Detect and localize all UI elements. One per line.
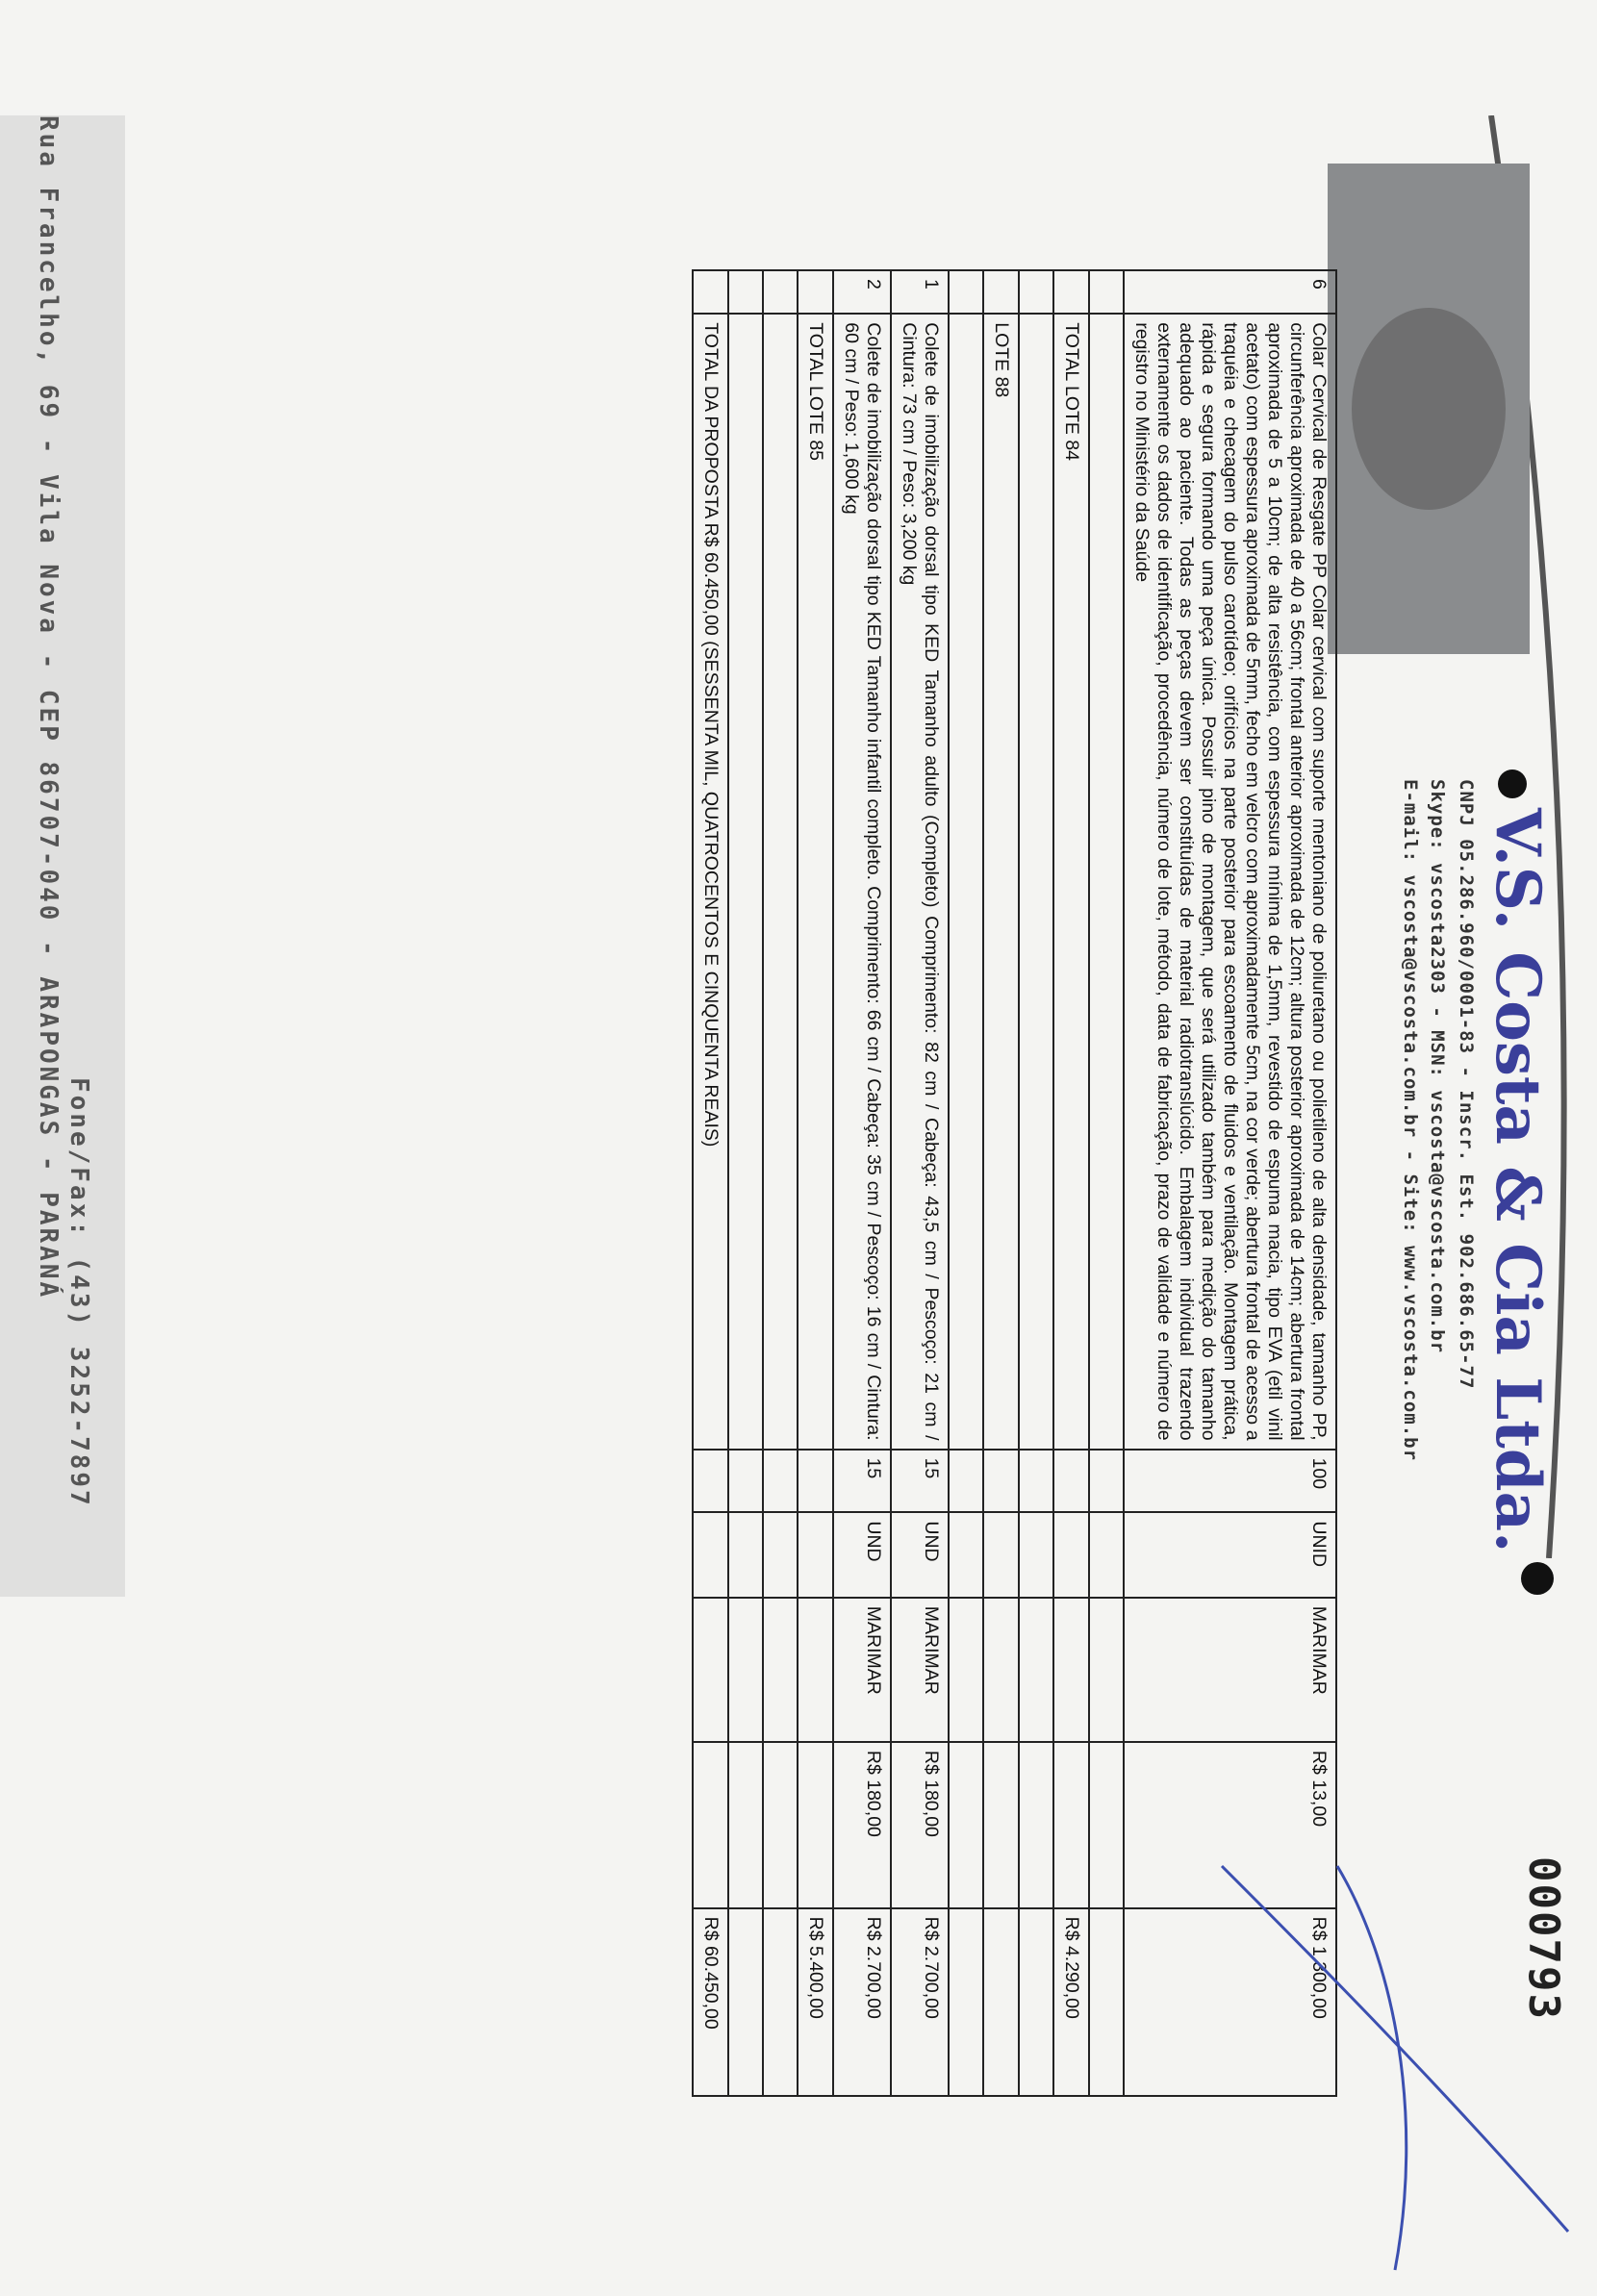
footer-band — [0, 115, 125, 1597]
row-number — [763, 270, 798, 314]
row-total — [728, 1908, 763, 2096]
row-number — [949, 270, 983, 314]
table-row — [763, 270, 798, 2096]
row-description — [763, 314, 798, 1449]
row-total — [1019, 1908, 1053, 2096]
row-number — [1053, 270, 1089, 314]
row-quantity: 15 — [833, 1450, 891, 1513]
row-quantity — [763, 1450, 798, 1513]
row-unit — [763, 1512, 798, 1597]
row-brand: MARIMAR — [1124, 1598, 1336, 1742]
row-unit — [1053, 1512, 1089, 1597]
row-brand — [1089, 1598, 1124, 1742]
row-brand — [728, 1598, 763, 1742]
row-description — [728, 314, 763, 1449]
row-number — [728, 270, 763, 314]
row-unit-price — [728, 1742, 763, 1908]
row-unit-price — [798, 1742, 833, 1908]
page-number: 000793 — [1519, 1856, 1568, 2021]
row-total — [763, 1908, 798, 2096]
row-unit-price: R$ 180,00 — [833, 1742, 891, 1908]
row-number: 6 — [1124, 270, 1336, 314]
row-unit-price — [1053, 1742, 1089, 1908]
row-quantity — [728, 1450, 763, 1513]
footer-address: Rua Francelho, 69 - Vila Nova - CEP 86707-040 - ARAPONGAS - PARANÁ — [34, 115, 63, 1300]
row-quantity: 15 — [891, 1450, 949, 1513]
footer-phone: Fone/Fax: (43) 3252-7897 — [64, 1077, 93, 1508]
table-row — [833, 270, 891, 2096]
row-unit — [798, 1512, 833, 1597]
row-unit — [983, 1512, 1019, 1597]
row-number: 2 — [833, 270, 891, 314]
row-unit: UND — [833, 1512, 891, 1597]
row-description: Colar Cervical de Resgate PP Colar cervical com suporte mentoniano de poliuretano ou polietileno de alta densidade, tamanho PP, circunferência aproximada de 40 a 56cm; frontal anterior aproximada de 12cm; altura posterior aproximada de 14cm; abertura frontal aproximada de 5 a 10cm; de alta resistência, com espessura mínima de 1,5mm, revestido de espuma macia, tipo EVA (etil vinil acetato) com espessura aproximada de 5mm, fecho em velcro com aproximadamente 5cm, na cor verde; abertura frontal de acesso a traquéia e checagem do pulso carotídeo; orifícios na parte posterior para escoamento de fluidos e ventilação. Montagem prática, rápida e segura formando uma peça única. Possuir pino de montagem, que será utilizado também para medição do tamanho adequado ao paciente. Todas as peças devem ser constituídas de material radiotranslúcido. Embalagem individual trazendo externamente os dados de identificação, procedência, número de lote, método, data de fabricação, prazo de validade e número de registro no Ministério da Saúde — [1124, 314, 1336, 1449]
row-description — [1019, 314, 1053, 1449]
table-row — [693, 270, 728, 2096]
table-row — [1053, 270, 1089, 2096]
row-quantity — [1089, 1450, 1124, 1513]
row-number — [693, 270, 728, 314]
table-row — [891, 270, 949, 2096]
row-quantity — [1019, 1450, 1053, 1513]
row-brand — [1019, 1598, 1053, 1742]
row-description: TOTAL LOTE 84 — [1053, 314, 1089, 1449]
table-row — [1089, 270, 1124, 2096]
signature-mark — [1203, 1828, 1587, 2289]
row-unit-price — [1019, 1742, 1053, 1908]
row-quantity: 100 — [1124, 1450, 1336, 1513]
row-quantity — [798, 1450, 833, 1513]
row-unit — [949, 1512, 983, 1597]
row-brand — [983, 1598, 1019, 1742]
row-number — [1089, 270, 1124, 314]
row-unit-price — [693, 1742, 728, 1908]
company-logo — [1328, 164, 1530, 654]
row-quantity — [1053, 1450, 1089, 1513]
row-unit-price — [949, 1742, 983, 1908]
company-email: E-mail: vscosta@vscosta.com.br - Site: www.vscosta.com.br — [1400, 779, 1421, 1462]
company-cnpj: CNPJ 05.286.960/0001-83 - Inscr. Est. 902.686.65-77 — [1456, 779, 1477, 1390]
row-total: R$ 5.400,00 — [798, 1908, 833, 2096]
row-total — [949, 1908, 983, 2096]
row-number — [798, 270, 833, 314]
row-description — [1089, 314, 1124, 1449]
row-brand: MARIMAR — [833, 1598, 891, 1742]
row-unit: UNID — [1124, 1512, 1336, 1597]
row-total: R$ 2.700,00 — [891, 1908, 949, 2096]
table-row — [728, 270, 763, 2096]
table-row — [798, 270, 833, 2096]
company-skype: Skype: vscosta2303 - MSN: vscosta@vscosta.com.br — [1427, 779, 1448, 1354]
row-unit-price: R$ 180,00 — [891, 1742, 949, 1908]
row-unit — [693, 1512, 728, 1597]
row-unit — [728, 1512, 763, 1597]
row-number: 1 — [891, 270, 949, 314]
row-description: Colete de imobilização dorsal tipo KED Tamanho adulto (Completo) Comprimento: 82 cm / Cabeça: 43,5 cm / Pescoço: 21 cm / Cintura: 73 cm / Peso: 3,200 kg — [891, 314, 949, 1449]
row-total: R$ 1.300,00 — [1124, 1908, 1336, 2096]
bullet-icon — [1521, 1562, 1554, 1595]
row-total: R$ 4.290,00 — [1053, 1908, 1089, 2096]
row-brand — [693, 1598, 728, 1742]
row-unit-price — [1089, 1742, 1124, 1908]
row-brand: MARIMAR — [891, 1598, 949, 1742]
row-brand — [1053, 1598, 1089, 1742]
row-number — [1019, 270, 1053, 314]
row-unit — [1089, 1512, 1124, 1597]
logo-swirl — [1352, 308, 1506, 510]
table-row — [1124, 270, 1336, 2096]
row-total — [983, 1908, 1019, 2096]
row-description: TOTAL LOTE 85 — [798, 314, 833, 1449]
row-total: R$ 2.700,00 — [833, 1908, 891, 2096]
row-description: TOTAL DA PROPOSTA R$ 60.450,00 (SESSENTA MIL, QUATROCENTOS E CINQUENTA REAIS) — [693, 314, 728, 1449]
row-total: R$ 60.450,00 — [693, 1908, 728, 2096]
row-quantity — [949, 1450, 983, 1513]
row-quantity — [983, 1450, 1019, 1513]
row-brand — [798, 1598, 833, 1742]
row-total — [1089, 1908, 1124, 2096]
company-name: V.S. Costa & Cia Ltda. — [1482, 770, 1554, 1595]
row-unit — [1019, 1512, 1053, 1597]
table-row — [1019, 270, 1053, 2096]
row-unit-price — [983, 1742, 1019, 1908]
row-description: Colete de imobilização dorsal tipo KED Tamanho infantil completo. Comprimento: 66 cm / Cabeça: 35 cm / Pescoço: 16 cm / Cintura: 60 cm / Peso: 1,600 kg — [833, 314, 891, 1449]
row-unit-price — [763, 1742, 798, 1908]
row-brand — [763, 1598, 798, 1742]
row-unit: UND — [891, 1512, 949, 1597]
bullet-icon — [1499, 770, 1528, 798]
row-description — [949, 314, 983, 1449]
row-brand — [949, 1598, 983, 1742]
row-number — [983, 270, 1019, 314]
row-unit-price: R$ 13,00 — [1124, 1742, 1336, 1908]
row-description: LOTE 88 — [983, 314, 1019, 1449]
table-row — [949, 270, 983, 2096]
table-row — [983, 270, 1019, 2096]
row-quantity — [693, 1450, 728, 1513]
proposal-table — [692, 269, 1337, 2097]
